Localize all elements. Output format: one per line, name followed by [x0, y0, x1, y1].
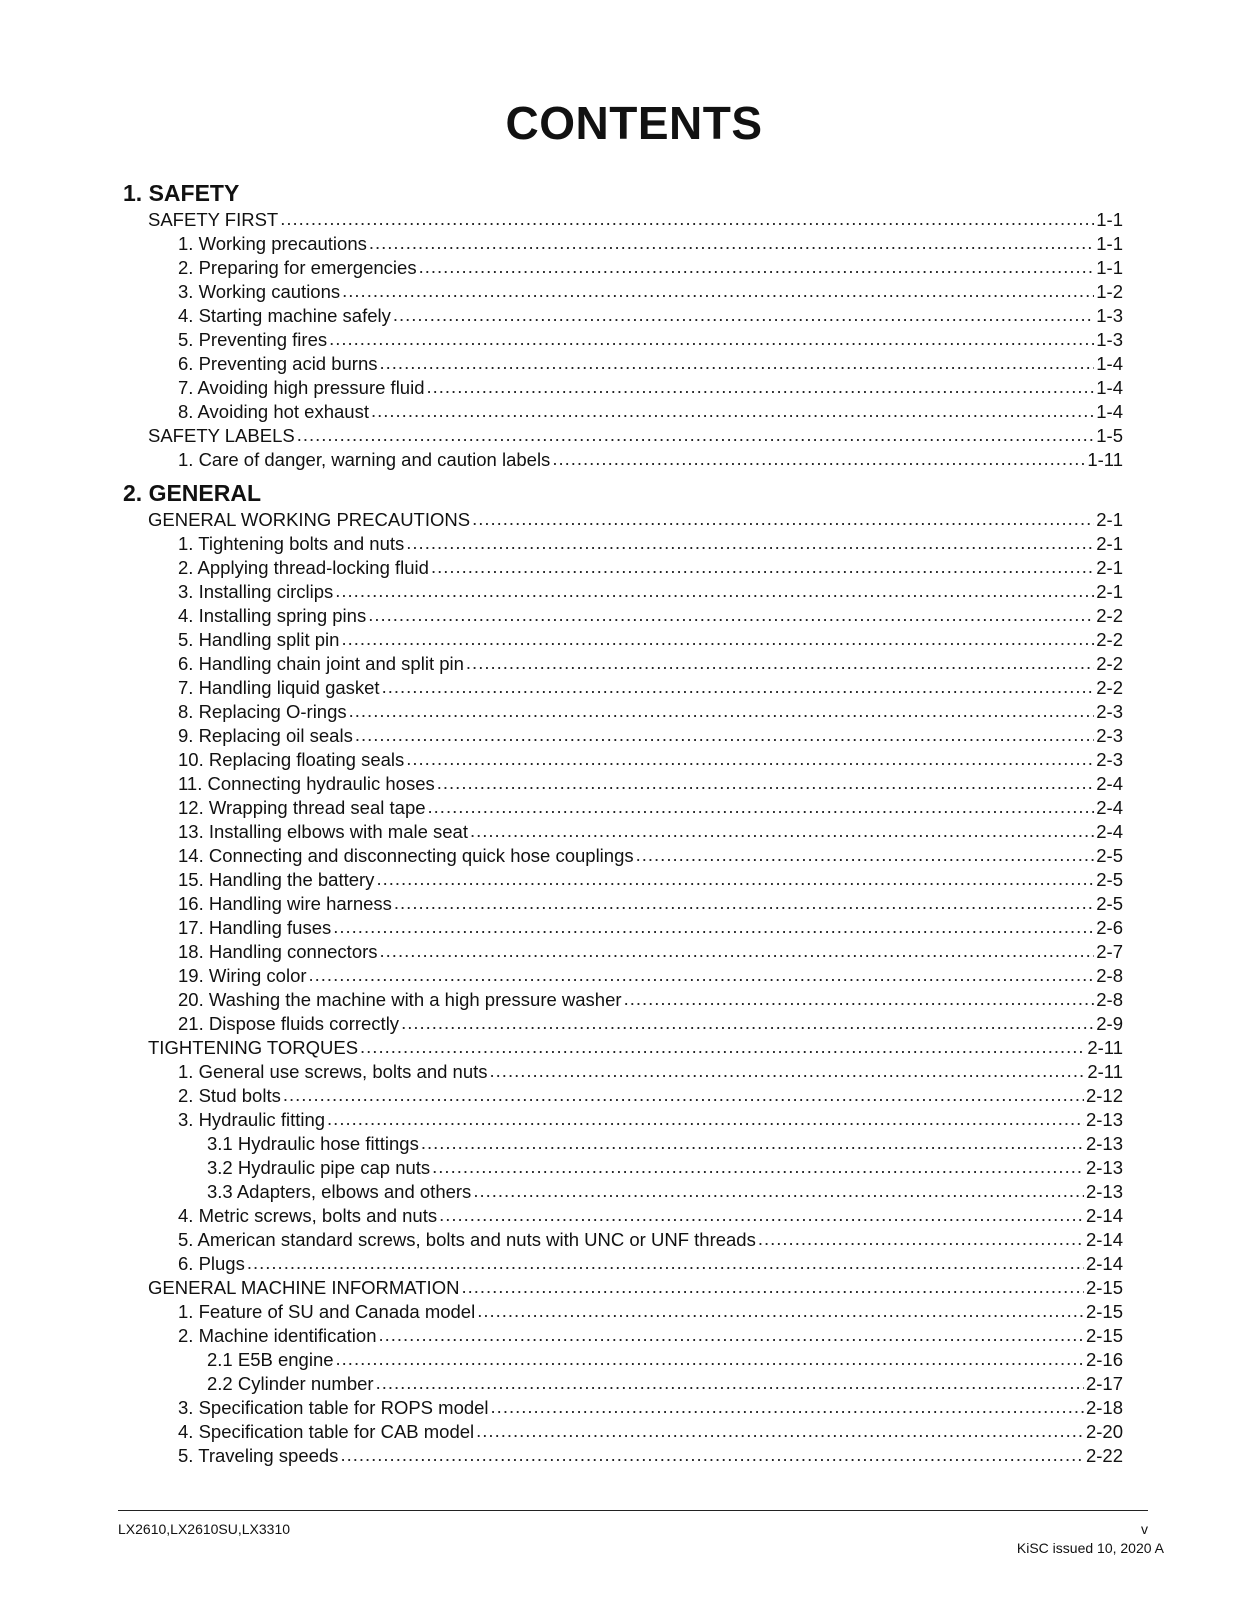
- toc-entry[interactable]: [123, 580, 1123, 604]
- toc-entry-page: 2-1: [1096, 533, 1123, 554]
- toc-entry-label: 15. Handling the battery: [178, 869, 375, 890]
- toc-entry[interactable]: [123, 868, 1123, 892]
- dot-leader: [335, 579, 1094, 603]
- toc-entry[interactable]: [123, 1012, 1123, 1036]
- dot-leader: [401, 1011, 1094, 1035]
- toc-entry-label: 4. Metric screws, bolts and nuts: [178, 1205, 438, 1226]
- dot-leader: [327, 1107, 1084, 1131]
- dot-leader: [342, 279, 1094, 303]
- dot-leader: [371, 399, 1094, 423]
- toc-entry[interactable]: [123, 208, 1123, 232]
- toc-entry-label: SAFETY LABELS: [148, 425, 295, 446]
- toc-entry-label: 11. Connecting hydraulic hoses: [178, 773, 435, 794]
- toc-entry-page: 2-15: [1085, 1325, 1123, 1346]
- toc-entry-label: 6. Preventing acid burns: [178, 353, 378, 374]
- dot-leader: [427, 375, 1095, 399]
- dot-leader: [368, 603, 1094, 627]
- toc-entry-page: 2-5: [1096, 845, 1123, 866]
- dot-leader: [470, 819, 1094, 843]
- toc-entry-page: 2-4: [1096, 773, 1123, 794]
- toc-entry-label: 21. Dispose fluids correctly: [178, 1013, 400, 1034]
- toc-entry-page: 2-13: [1085, 1181, 1123, 1202]
- toc-entry-page: 2-1: [1096, 557, 1123, 578]
- dot-leader: [349, 699, 1095, 723]
- toc-entry-label: SAFETY FIRST: [148, 209, 279, 230]
- toc-entry-page: 2-16: [1085, 1349, 1123, 1370]
- toc-entry-label: 2.2 Cylinder number: [207, 1373, 374, 1394]
- toc-entry-label: 9. Replacing oil seals: [178, 725, 353, 746]
- toc-entry-label: 4. Starting machine safely: [178, 305, 391, 326]
- toc-entry[interactable]: [123, 1060, 1123, 1084]
- toc-entry-page: 2-15: [1085, 1301, 1123, 1322]
- toc-entry-label: 13. Installing elbows with male seat: [178, 821, 468, 842]
- toc-entry-label: 6. Handling chain joint and split pin: [178, 653, 464, 674]
- toc-entry-page: 2-14: [1085, 1205, 1123, 1226]
- toc-entry-page: 1-3: [1096, 329, 1123, 350]
- toc-entry-page: 2-2: [1096, 605, 1123, 626]
- dot-leader: [333, 915, 1094, 939]
- toc-entry-page: 1-1: [1096, 209, 1123, 230]
- toc-entry-page: 1-1: [1096, 233, 1123, 254]
- toc-entry[interactable]: [123, 1324, 1123, 1348]
- footer-model-list: LX2610,LX2610SU,LX3310: [118, 1521, 291, 1537]
- toc-entry-page: 2-4: [1096, 821, 1123, 842]
- toc-entry[interactable]: [123, 1180, 1123, 1204]
- dot-leader: [421, 1131, 1084, 1155]
- toc-entry-page: 2-3: [1096, 749, 1123, 770]
- toc-entry-label: 2. Stud bolts: [178, 1085, 281, 1106]
- toc-entry-label: 5. American standard screws, bolts and nuts with UNC or UNF threads: [178, 1229, 756, 1250]
- toc-entry[interactable]: [123, 820, 1123, 844]
- toc-entry[interactable]: [123, 1084, 1123, 1108]
- toc-entry-page: 1-4: [1096, 353, 1123, 374]
- toc-entry-page: 2-11: [1087, 1061, 1123, 1082]
- toc-entry-label: 1. Working precautions: [178, 233, 367, 254]
- dot-leader: [369, 231, 1094, 255]
- dot-leader: [491, 1395, 1084, 1419]
- toc-entry-label: 8. Avoiding hot exhaust: [178, 401, 369, 422]
- toc-entry-label: 3. Specification table for ROPS model: [178, 1397, 489, 1418]
- dot-leader: [376, 1371, 1084, 1395]
- dot-leader: [636, 843, 1095, 867]
- dot-leader: [461, 1275, 1084, 1299]
- toc-entry-page: 2-5: [1096, 893, 1123, 914]
- dot-leader: [329, 327, 1094, 351]
- toc-entry-page: 2-22: [1085, 1445, 1123, 1466]
- toc-entry-page: 2-1: [1096, 509, 1123, 530]
- toc-entry[interactable]: [123, 652, 1123, 676]
- toc-entry-label: 3.2 Hydraulic pipe cap nuts: [207, 1157, 431, 1178]
- toc-entry[interactable]: [123, 628, 1123, 652]
- toc-entry[interactable]: [123, 892, 1123, 916]
- toc-entry-page: 2-6: [1096, 917, 1123, 938]
- toc-entry[interactable]: [123, 700, 1123, 724]
- toc-entry-page: 2-4: [1096, 797, 1123, 818]
- toc-entry-label: 2. Preparing for emergencies: [178, 257, 417, 278]
- toc-entry[interactable]: [123, 964, 1123, 988]
- toc-entry-page: 2-13: [1085, 1109, 1123, 1130]
- toc-entry[interactable]: [123, 1036, 1123, 1060]
- toc-entry[interactable]: [123, 1276, 1123, 1300]
- toc-entry-page: 2-8: [1096, 989, 1123, 1010]
- toc-entry-label: 4. Installing spring pins: [178, 605, 367, 626]
- toc-entry-page: 1-4: [1096, 401, 1123, 422]
- dot-leader: [297, 423, 1095, 447]
- dot-leader: [432, 1155, 1084, 1179]
- toc-entry-label: 17. Handling fuses: [178, 917, 332, 938]
- toc-entry-label: TIGHTENING TORQUES: [148, 1037, 359, 1058]
- toc-entry-label: 1. Feature of SU and Canada model: [178, 1301, 476, 1322]
- toc-entry[interactable]: [123, 604, 1123, 628]
- toc-entry-page: 2-2: [1096, 653, 1123, 674]
- toc-entry-page: 2-20: [1085, 1421, 1123, 1442]
- dot-leader: [341, 627, 1094, 651]
- toc-entry[interactable]: [123, 1444, 1123, 1468]
- toc-entry-page: 1-4: [1096, 377, 1123, 398]
- toc-entry[interactable]: [123, 1108, 1123, 1132]
- toc-entry-label: 10. Replacing floating seals: [178, 749, 405, 770]
- toc-entry[interactable]: [123, 724, 1123, 748]
- toc-entry-label: 16. Handling wire harness: [178, 893, 392, 914]
- dot-leader: [280, 207, 1094, 231]
- toc-entry[interactable]: [123, 796, 1123, 820]
- toc-entry-page: 1-2: [1096, 281, 1123, 302]
- dot-leader: [477, 1299, 1084, 1323]
- toc-entry[interactable]: [123, 1420, 1123, 1444]
- toc-entry[interactable]: [123, 1396, 1123, 1420]
- toc-entry-page: 2-2: [1096, 629, 1123, 650]
- toc-entry[interactable]: [123, 988, 1123, 1012]
- dot-leader: [624, 987, 1095, 1011]
- toc-entry-label: 5. Preventing fires: [178, 329, 328, 350]
- toc-entry-page: 2-14: [1085, 1229, 1123, 1250]
- toc-entry-label: GENERAL WORKING PRECAUTIONS: [148, 509, 471, 530]
- dot-leader: [360, 1035, 1085, 1059]
- dot-leader: [378, 1323, 1083, 1347]
- toc-entry[interactable]: [123, 256, 1123, 280]
- toc-entry-label: 3.3 Adapters, elbows and others: [207, 1181, 472, 1202]
- toc-entry-label: 1. General use screws, bolts and nuts: [178, 1061, 488, 1082]
- toc-entry[interactable]: [123, 556, 1123, 580]
- dot-leader: [472, 507, 1094, 531]
- toc-entry-page: 2-1: [1096, 581, 1123, 602]
- toc-entry[interactable]: [123, 748, 1123, 772]
- dot-leader: [419, 255, 1095, 279]
- toc-entry-page: 1-5: [1096, 425, 1123, 446]
- dot-leader: [336, 1347, 1084, 1371]
- toc-entry[interactable]: [123, 376, 1123, 400]
- toc-entry-label: 5. Handling split pin: [178, 629, 340, 650]
- dot-leader: [247, 1251, 1084, 1275]
- toc-entry-label: 1. Tightening bolts and nuts: [178, 533, 405, 554]
- toc-entry-page: 2-3: [1096, 701, 1123, 722]
- toc-entry[interactable]: [123, 1372, 1123, 1396]
- toc-entry[interactable]: [123, 1204, 1123, 1228]
- toc-entry[interactable]: [123, 1156, 1123, 1180]
- footer-page-number: v: [1141, 1521, 1148, 1537]
- toc-entry[interactable]: [123, 352, 1123, 376]
- toc-entry-label: 7. Avoiding high pressure fluid: [178, 377, 425, 398]
- dot-leader: [382, 675, 1095, 699]
- toc-entry-label: 2. Machine identification: [178, 1325, 377, 1346]
- toc-entry-label: 5. Traveling speeds: [178, 1445, 339, 1466]
- toc-entry-label: 8. Replacing O-rings: [178, 701, 347, 722]
- toc-entry-label: 3. Hydraulic fitting: [178, 1109, 326, 1130]
- toc-entry[interactable]: [123, 448, 1123, 472]
- section-heading: 2. GENERAL: [123, 480, 262, 506]
- toc-entry-page: 2-15: [1085, 1277, 1123, 1298]
- toc-entry-page: 2-7: [1096, 941, 1123, 962]
- dot-leader: [473, 1179, 1084, 1203]
- toc-entry[interactable]: [123, 1252, 1123, 1276]
- dot-leader: [476, 1419, 1084, 1443]
- table-of-contents: [123, 178, 1123, 1468]
- toc-entry-label: GENERAL MACHINE INFORMATION: [148, 1277, 460, 1298]
- toc-entry-page: 2-13: [1085, 1133, 1123, 1154]
- toc-entry-page: 2-11: [1087, 1037, 1123, 1058]
- dot-leader: [758, 1227, 1084, 1251]
- dot-leader: [406, 531, 1094, 555]
- dot-leader: [283, 1083, 1084, 1107]
- toc-entry[interactable]: [123, 232, 1123, 256]
- dot-leader: [490, 1059, 1086, 1083]
- toc-entry[interactable]: [123, 844, 1123, 868]
- toc-entry-label: 14. Connecting and disconnecting quick hose couplings: [178, 845, 634, 866]
- toc-entry-page: 2-14: [1085, 1253, 1123, 1274]
- dot-leader: [393, 303, 1094, 327]
- toc-entry[interactable]: [123, 424, 1123, 448]
- dot-leader: [437, 771, 1094, 795]
- toc-entry-page: 2-12: [1085, 1085, 1123, 1106]
- dot-leader: [394, 891, 1094, 915]
- dot-leader: [340, 1443, 1084, 1467]
- toc-entry[interactable]: [123, 1132, 1123, 1156]
- toc-entry-label: 6. Plugs: [178, 1253, 245, 1274]
- toc-entry-label: 4. Specification table for CAB model: [178, 1421, 475, 1442]
- toc-entry-label: 12. Wrapping thread seal tape: [178, 797, 426, 818]
- toc-entry[interactable]: [123, 1348, 1123, 1372]
- toc-entry[interactable]: [123, 532, 1123, 556]
- toc-entry-page: 2-13: [1085, 1157, 1123, 1178]
- toc-entry-page: 1-11: [1087, 449, 1123, 470]
- page-title: CONTENTS: [505, 97, 763, 149]
- toc-entry[interactable]: [123, 328, 1123, 352]
- toc-entry-page: 2-5: [1096, 869, 1123, 890]
- dot-leader: [309, 963, 1095, 987]
- dot-leader: [552, 447, 1085, 471]
- dot-leader: [380, 351, 1095, 375]
- toc-entry-label: 20. Washing the machine with a high pressure washer: [178, 989, 622, 1010]
- toc-entry[interactable]: [123, 676, 1123, 700]
- toc-entry-page: 1-1: [1096, 257, 1123, 278]
- toc-entry-label: 7. Handling liquid gasket: [178, 677, 380, 698]
- toc-entry[interactable]: [123, 1228, 1123, 1252]
- dot-leader: [428, 795, 1095, 819]
- dot-leader: [466, 651, 1094, 675]
- dot-leader: [406, 747, 1094, 771]
- toc-entry[interactable]: [123, 772, 1123, 796]
- toc-entry-page: 2-9: [1096, 1013, 1123, 1034]
- toc-entry-page: 2-3: [1096, 725, 1123, 746]
- dot-leader: [355, 723, 1094, 747]
- toc-entry-page: 2-17: [1085, 1373, 1123, 1394]
- toc-entry[interactable]: [123, 304, 1123, 328]
- toc-entry-label: 3. Working cautions: [178, 281, 341, 302]
- toc-entry-label: 3.1 Hydraulic hose fittings: [207, 1133, 419, 1154]
- section-heading: 1. SAFETY: [123, 180, 240, 206]
- dot-leader: [439, 1203, 1084, 1227]
- toc-entry-label: 3. Installing circlips: [178, 581, 334, 602]
- toc-entry[interactable]: [123, 508, 1123, 532]
- toc-entry[interactable]: [123, 916, 1123, 940]
- dot-leader: [376, 867, 1094, 891]
- toc-entry-label: 1. Care of danger, warning and caution labels: [178, 449, 551, 470]
- toc-entry-label: 18. Handling connectors: [178, 941, 378, 962]
- dot-leader: [431, 555, 1094, 579]
- toc-entry-page: 2-18: [1085, 1397, 1123, 1418]
- toc-entry-page: 1-3: [1096, 305, 1123, 326]
- toc-entry-label: 2.1 E5B engine: [207, 1349, 334, 1370]
- toc-entry-page: 2-2: [1096, 677, 1123, 698]
- toc-entry[interactable]: [123, 280, 1123, 304]
- toc-entry[interactable]: [123, 940, 1123, 964]
- dot-leader: [380, 939, 1095, 963]
- footer-issue-info: KiSC issued 10, 2020 A: [1016, 1540, 1164, 1556]
- footer-divider: [118, 1510, 1148, 1511]
- toc-entry[interactable]: [123, 400, 1123, 424]
- toc-entry-page: 2-8: [1096, 965, 1123, 986]
- toc-entry-label: 2. Applying thread-locking fluid: [178, 557, 429, 578]
- toc-entry[interactable]: [123, 1300, 1123, 1324]
- toc-entry-label: 19. Wiring color: [178, 965, 307, 986]
